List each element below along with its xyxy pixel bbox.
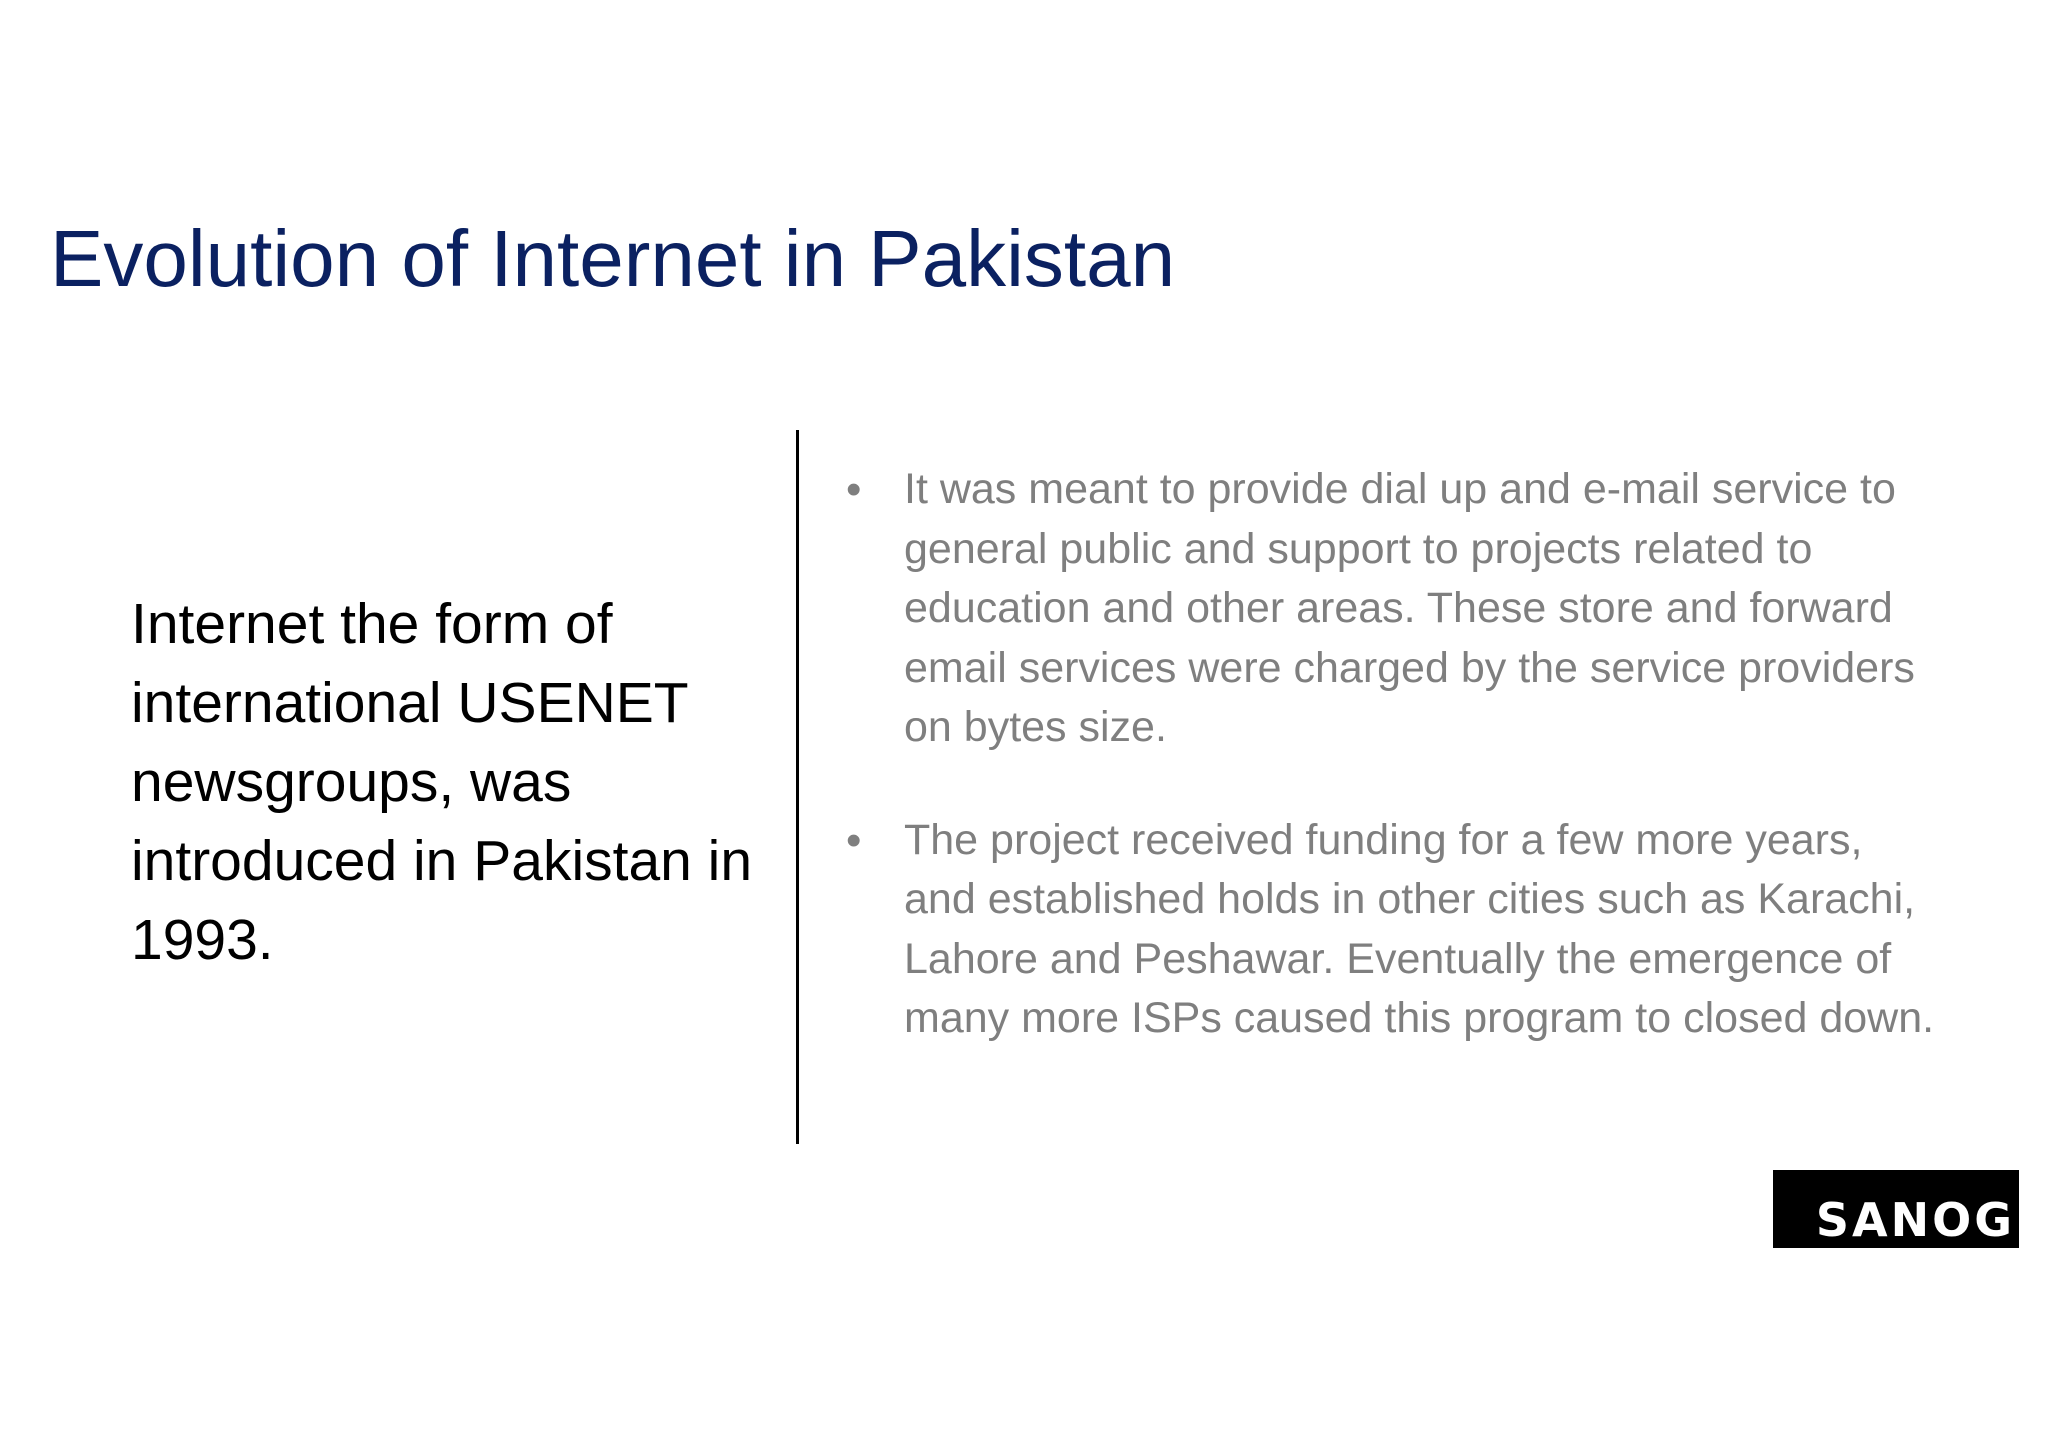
sanog-logo (1773, 1170, 2019, 1248)
bullet-dot-icon: • (846, 465, 862, 514)
vertical-divider (796, 430, 799, 1144)
bullet-dot-icon: • (846, 815, 862, 865)
bullet-item-2 (846, 811, 1986, 1049)
intro-text: Internet the form of international USENET newsgroups, was introduced in Pakistan in 1993. (131, 592, 753, 972)
logo-text: SANOG (1815, 1193, 2015, 1247)
bullet-item-1 (846, 460, 1986, 758)
bullet-text: It was meant to provide dial up and e-mail service to general public and support to projects related to education and other areas. These store and forward email services were charged by the service providers on bytes size. (904, 465, 1915, 751)
bullet-list (846, 460, 1986, 1102)
bullet-text: The project received funding for a few more years, and established holds in other cities such as Karachi, Lahore and Peshawar. Eventually the emergence of many more ISPs caused this program to closed down. (904, 815, 1935, 1042)
slide-title: Evolution of Internet in Pakistan (50, 214, 1176, 303)
